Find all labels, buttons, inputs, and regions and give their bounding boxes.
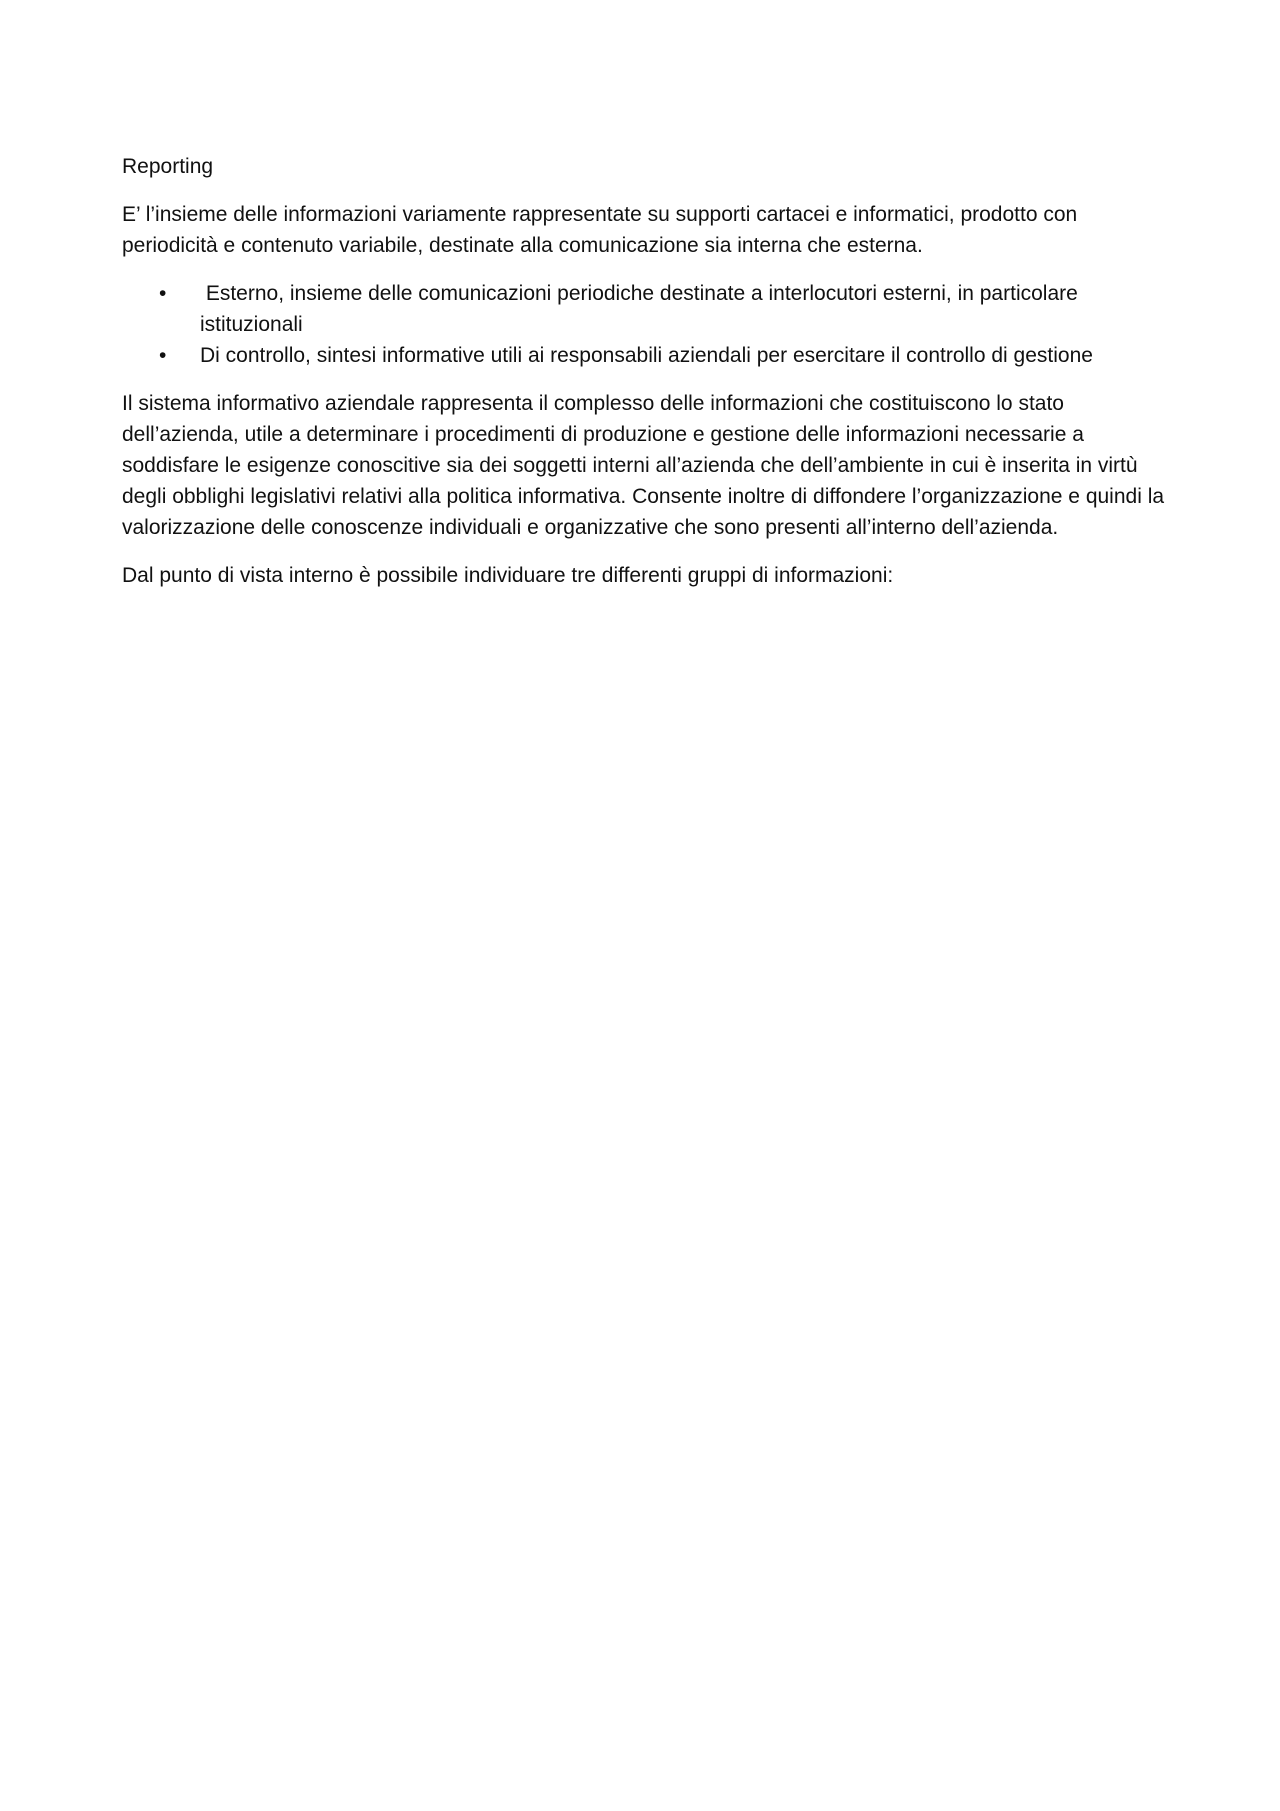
list-item-text: Esterno, insieme delle comunicazioni periodiche destinate a interlocutori esterni, in particolare istituzionali: [200, 282, 1084, 336]
list-item: [122, 340, 1172, 371]
bullet-icon: •: [159, 282, 167, 305]
document-title: Reporting: [122, 155, 214, 178]
body-paragraph: Dal punto di vista interno è possibile individuare tre differenti gruppi di informazioni:: [122, 564, 894, 587]
document-body: [122, 151, 1172, 608]
body-paragraph: Il sistema informativo aziendale rappresenta il complesso delle informazioni che costituiscono lo stato dell’azienda, utile a determinare i procedimenti di produzione e gestione delle informazioni necessarie a soddisfare le esigenze conoscitive sia dei soggetti interni all’azienda che dell’ambiente in cui è inserita in virtù degli obblighi legislativi relativi alla politica informativa. Consente inoltre di diffondere l’organizzazione e quindi la valorizzazione delle conoscenze individuali e organizzative che sono presenti all’interno dell’azienda.: [122, 392, 1165, 539]
intro-paragraph: E’ l’insieme delle informazioni variamente rappresentate su supporti cartacei e informatici, prodotto con periodicità e contenuto variabile, destinate alla comunicazione sia interna che esterna.: [122, 203, 1078, 257]
bullet-list: [122, 278, 1172, 371]
list-item: [122, 278, 1172, 340]
bullet-icon: •: [159, 344, 167, 367]
list-item-text: Di controllo, sintesi informative utili ai responsabili aziendali per esercitare il controllo di gestione: [200, 344, 1093, 367]
